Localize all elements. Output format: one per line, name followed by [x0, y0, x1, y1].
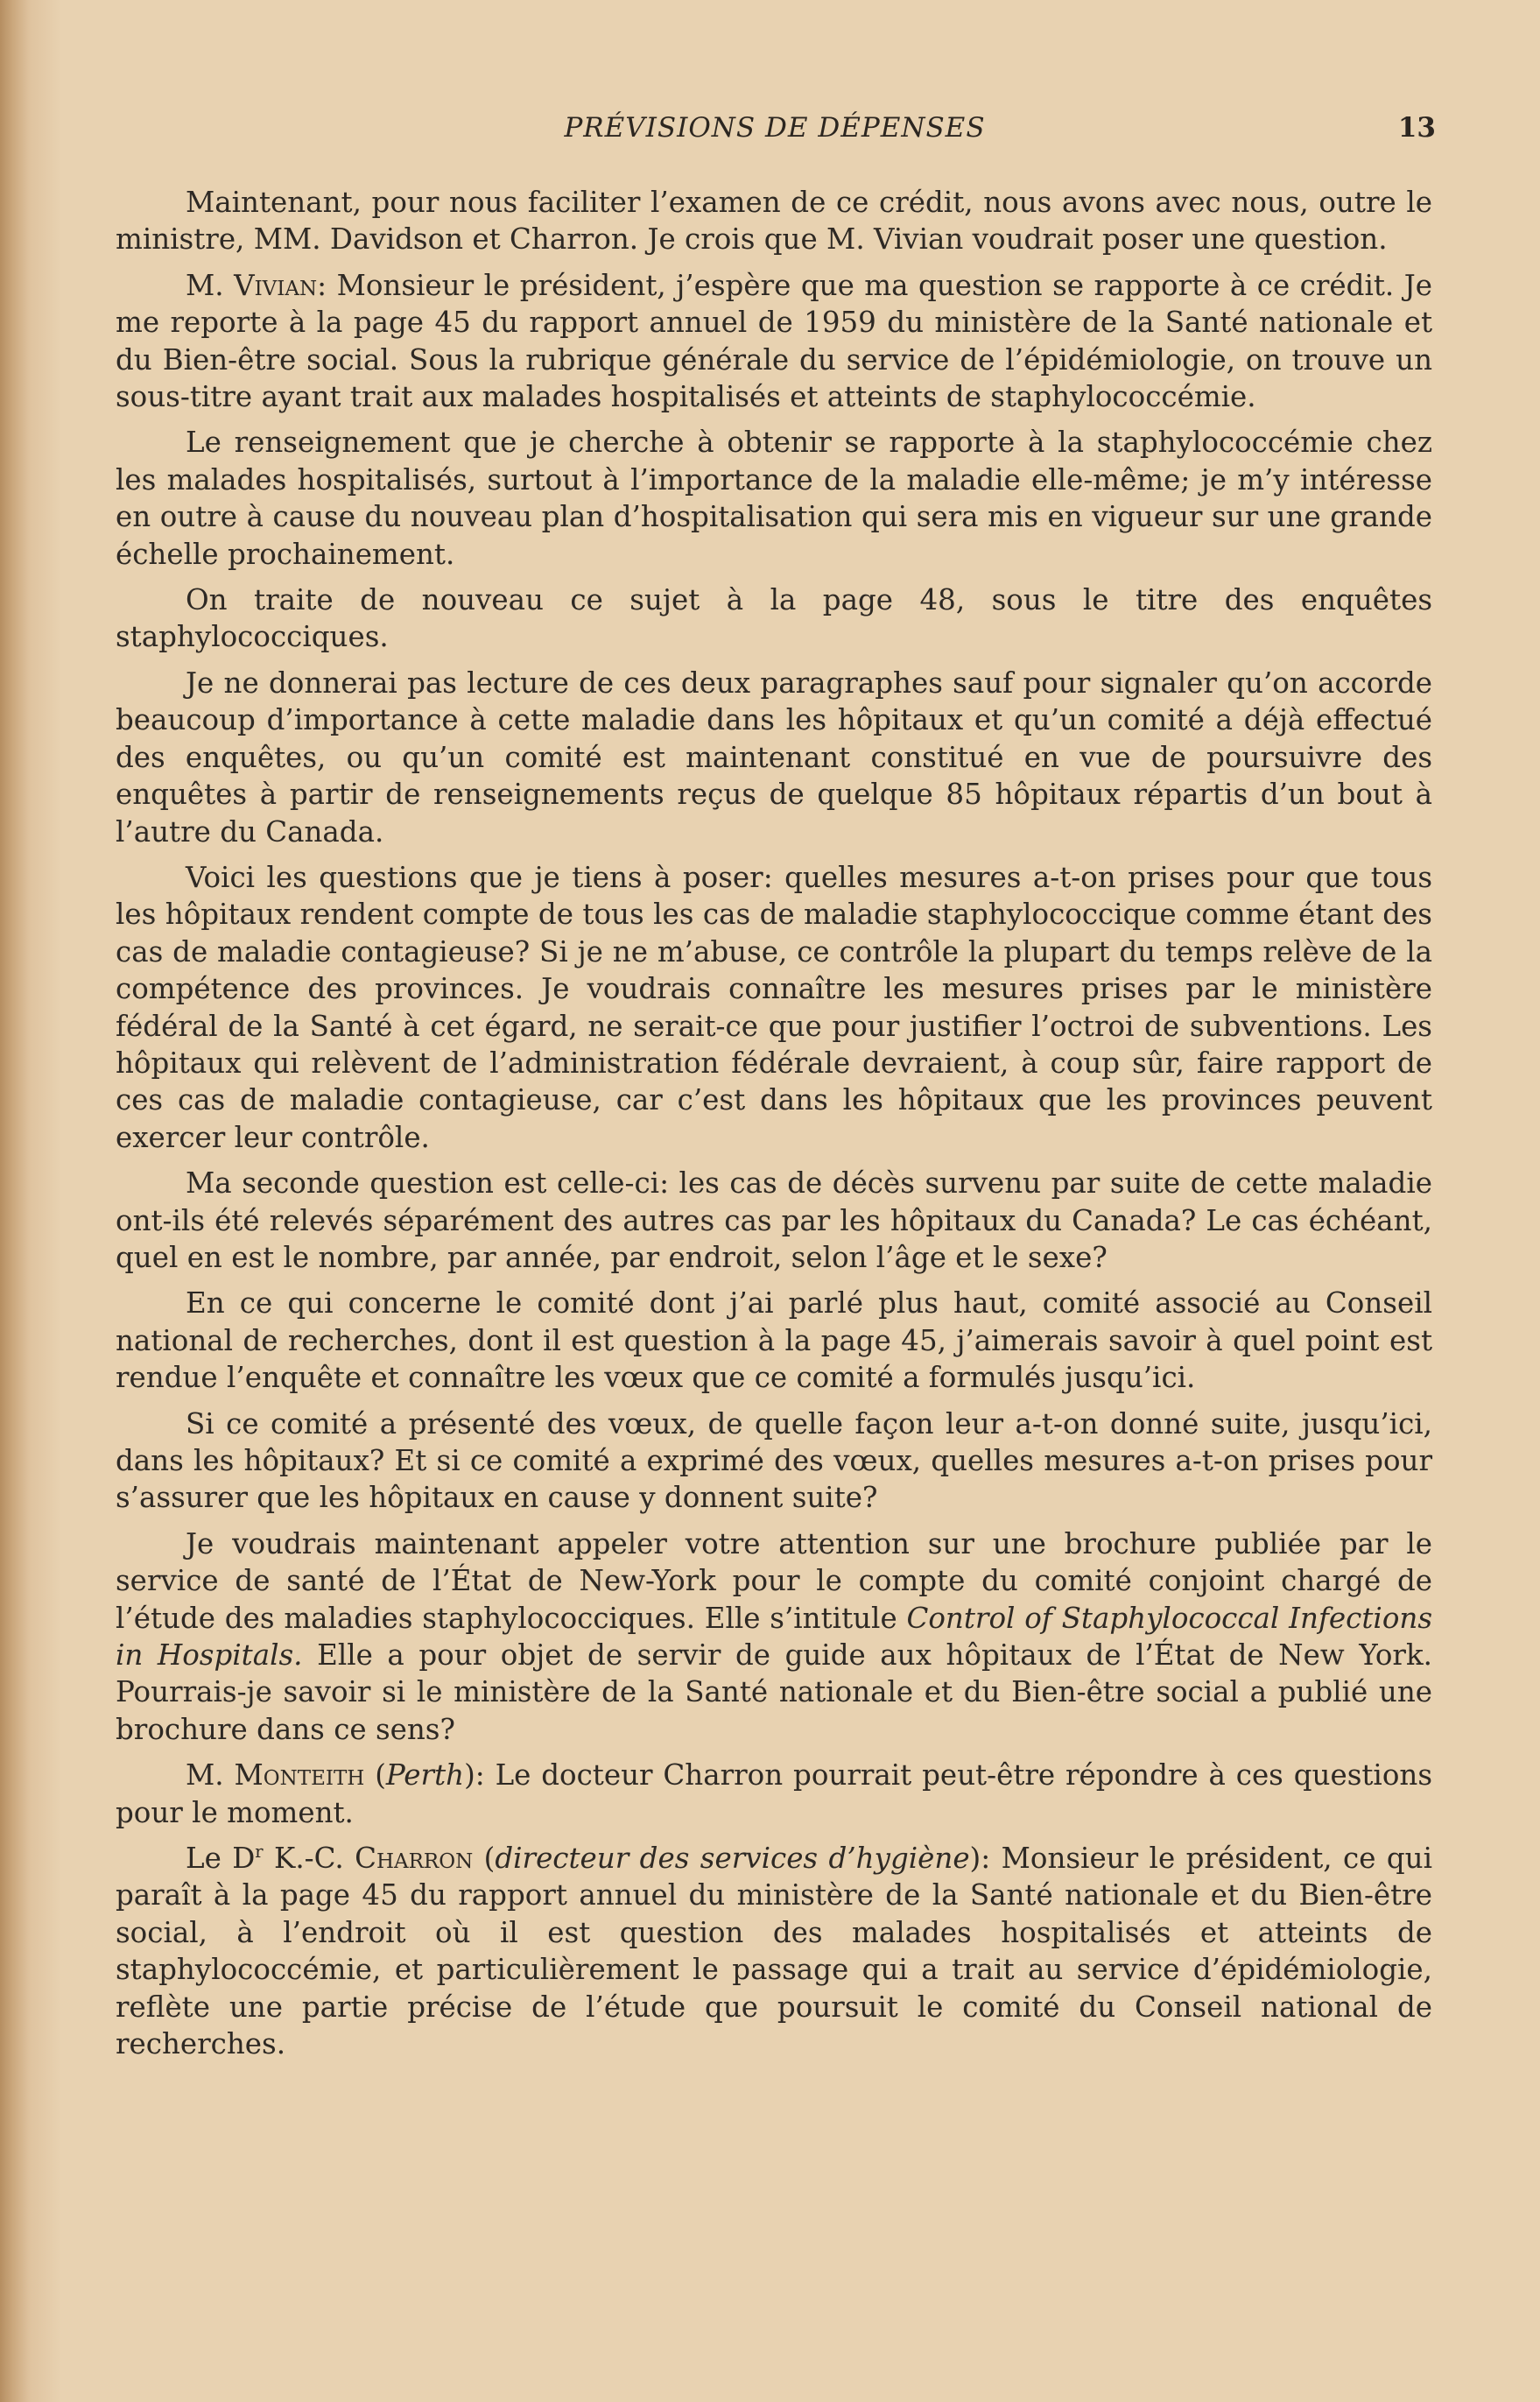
- running-title: PRÉVISIONS DE DÉPENSES: [564, 112, 986, 144]
- speaker-paren-close: ):: [969, 1842, 1002, 1876]
- paragraph-text: Le docteur Charron pourrait peut-être répondre à ces questions pour le moment.: [116, 1758, 1433, 1829]
- paragraph-text: En ce qui concerne le comité dont j’ai parlé plus haut, comité associé au Conseil national de recherches, dont il est question à la page 45, j’aimerais savoir à quel point est rendue l’enquête et connaître les vœux que ce comité a formulés jusqu’ici.: [116, 1286, 1432, 1395]
- paragraph: [116, 184, 1432, 258]
- paragraph: [116, 581, 1432, 656]
- speaker-paren-open: (: [473, 1842, 496, 1876]
- paragraph: [116, 1757, 1432, 1831]
- paragraph: [116, 424, 1432, 573]
- paragraph: [116, 859, 1432, 1156]
- page-header: [114, 112, 1436, 152]
- paragraph-text: Maintenant, pour nous faciliter l’examen de ce crédit, nous avons avec nous, outre le ministre, MM. Davidson et Charron. Je crois que M. Vivian voudrait poser une question.: [116, 186, 1432, 257]
- speaker-role: directeur des services d’hygiène: [495, 1842, 970, 1876]
- paragraph-text: Monsieur le président, ce qui paraît à la page 45 du rapport annuel du ministère de la Santé nationale et du Bien-être social, à l’endroit où il est question des malades hospitalisés et atteints de staphylococcémie, et particulièrement le passage qui a trait au service d’épidémiologie, reflète une partie précise de l’étude que poursuit le comité du Conseil national de recherches.: [116, 1842, 1432, 2061]
- speaker-superscript: r: [255, 1842, 264, 1863]
- paragraph-text: Je ne donnerai pas lecture de ces deux paragraphes sauf pour signaler qu’on accorde beaucoup d’importance à cette maladie dans les hôpitaux et qu’un comité a déjà effectué des enquêtes, ou qu’un comité est maintenant constitué en vue de poursuivre des enquêtes à partir de renseignements reçus de quelque 85 hôpitaux répartis d’un bout à l’autre du Canada.: [116, 666, 1432, 849]
- speaker-paren-close: ):: [464, 1758, 496, 1793]
- paragraph-text: Elle a pour objet de servir de guide aux hôpitaux de l’État de New York. Pourrais-je savoir si le ministère de la Santé nationale et du Bien-être social a publié une brochure dans ce sens?: [116, 1638, 1432, 1746]
- paragraph: [116, 1165, 1432, 1276]
- paragraph-text: On traite de nouveau ce sujet à la page 48, sous le titre des enquêtes staphylococciques.: [116, 583, 1432, 654]
- speaker-role: Perth: [385, 1758, 465, 1793]
- paragraph-text: Je voudrais maintenant appeler votre attention sur une brochure publiée par le service de santé de l’État de New-York pour le compte du comité conjoint chargé de l’étude des maladies staphylococciques. Elle s’intitule: [116, 1526, 1432, 1635]
- paragraph: [116, 1525, 1432, 1748]
- brochure-title: Control of Staphylococcal Infections in Hospitals.: [116, 1601, 1433, 1673]
- paragraph-text: Le renseignement que je cherche à obtenir se rapporte à la staphylococcémie chez les malades hospitalisés, surtout à l’importance de la maladie elle-même; je m’y intéresse en outre à cause du nouveau plan d’hospitalisation qui sera mis en vigueur sur une grande échelle prochainement.: [116, 426, 1432, 571]
- speaker-separator: :: [317, 268, 337, 302]
- speaker-prefix: M.: [186, 1758, 235, 1793]
- paragraph-text: Ma seconde question est celle-ci: les cas de décès survenu par suite de cette maladie ont-ils été relevés séparément des autres cas par les hôpitaux du Canada? Le cas échéant, quel en est le nombre, par année, par endroit, selon l’âge et le sexe?: [116, 1166, 1432, 1274]
- paragraph: [116, 665, 1432, 850]
- speaker-paren-open: (: [364, 1758, 386, 1793]
- speaker-prefix: M.: [186, 268, 235, 302]
- paragraph-text: Voici les questions que je tiens à poser: quelles mesures a-t-on prises pour que tous les hôpitaux rendent compte de tous les cas de maladie staphylococcique comme étant des cas de maladie contagieuse? Si je ne m’abuse, ce contrôle la plupart du temps relève de la compétence des provinces. Je voudrais connaître les mesures prises par le ministère fédéral de la Santé à cet égard, ne serait-ce que pour justifier l’octroi de subventions. Les hôpitaux qui relèvent de l’administration fédérale devraient, à coup sûr, faire rapport de ces cas de maladie contagieuse, car c’est dans les hôpitaux que les provinces peuvent exercer leur contrôle.: [116, 860, 1432, 1154]
- speaker-initials: K.-C.: [263, 1842, 355, 1876]
- speaker-name: Charron: [355, 1842, 474, 1876]
- speaker-name: Monteith: [234, 1758, 365, 1793]
- paragraph-text: Si ce comité a présenté des vœux, de quelle façon leur a-t-on donné suite, jusqu’ici, dans les hôpitaux? Et si ce comité a exprimé des vœux, quelles mesures a-t-on prises pour s’assurer que les hôpitaux en cause y donnent suite?: [116, 1406, 1432, 1515]
- speaker-prefix: Le D: [186, 1842, 256, 1876]
- paragraph: [116, 1285, 1432, 1396]
- page-number: 13: [1397, 112, 1436, 144]
- paragraph: [116, 267, 1432, 416]
- paragraph: [116, 1405, 1432, 1517]
- paragraph: [116, 1840, 1432, 2062]
- speaker-name: Vivian: [234, 268, 318, 302]
- body-text: [116, 184, 1432, 2072]
- paragraph-text: Monsieur le président, j’espère que ma question se rapporte à ce crédit. Je me reporte à la page 45 du rapport annuel de 1959 du ministère de la Santé nationale et du Bien-être social. Sous la rubrique générale du service de l’épidémiologie, on trouve un sous-titre ayant trait aux malades hospitalisés et atteints de staphylococcémie.: [116, 268, 1432, 414]
